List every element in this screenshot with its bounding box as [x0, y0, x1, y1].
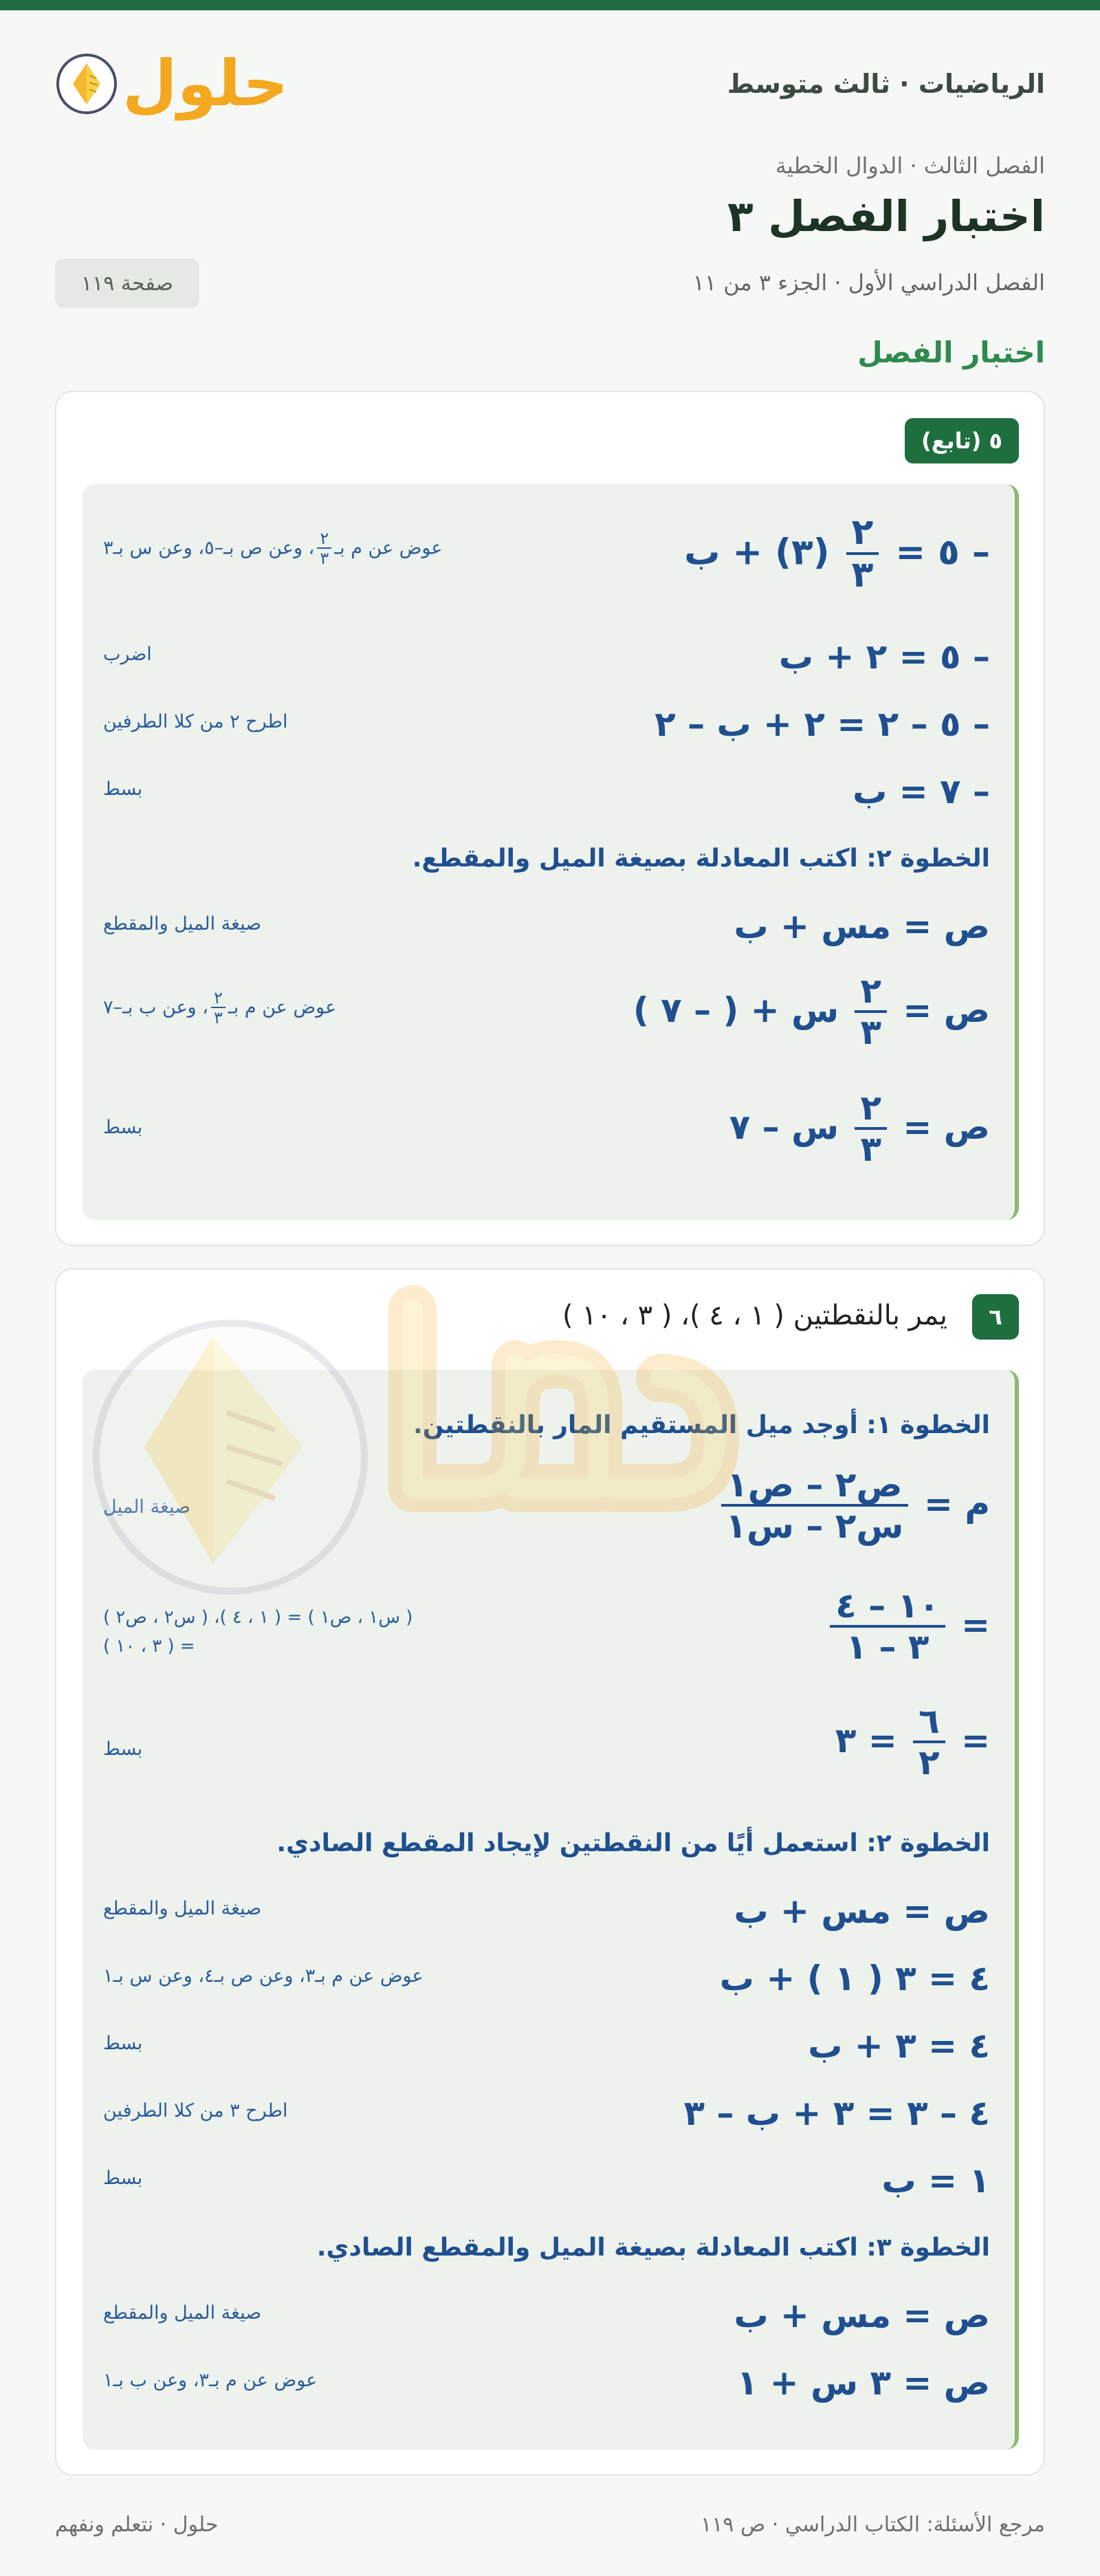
step-heading: الخطوة ١: أوجد ميل المستقيم المار بالنقطتين. — [413, 1411, 990, 1439]
solution-row — [82, 1587, 1015, 1677]
step-note: صيغة الميل والمقطع — [103, 913, 262, 935]
step-heading: الخطوة ٢: استعمل أيًا من النقطتين لإيجاد المقطع الصادي. — [276, 1829, 990, 1857]
math-expression: – ٧ = ب — [852, 772, 990, 811]
logo-text: حلول — [122, 47, 289, 120]
question-card-6 — [55, 1268, 1045, 2476]
solution-row — [82, 1703, 1015, 1792]
solution-row — [82, 1466, 1015, 1556]
footer-reference: مرجع الأسئلة: الكتاب الدراسي · ص ١١٩ — [701, 2513, 1045, 2537]
math-expression: ص = مس + ب — [734, 906, 990, 946]
step-note: بسط — [103, 1117, 143, 1138]
step-note: اطرح ٣ من كلا الطرفين — [103, 2100, 288, 2121]
site-title: الرياضيات · ثالث متوسط — [727, 69, 1045, 99]
question-text: يمر بالنقطتين ( ١ ، ٤ )، ( ٣ ، ١٠ ) — [562, 1300, 947, 1331]
header — [55, 43, 1045, 125]
step-note: عوض عن م بـ٣، وعن ص بـ٤، وعن س بـ١ — [103, 1965, 424, 1987]
question-badge: ٦ — [972, 1294, 1019, 1340]
math-expression: ٤ = ٣ ( ١ ) + ب — [719, 1958, 990, 1998]
question-card-5 — [55, 391, 1045, 1246]
math-expression: = $\frac{٦}{٢}$ = ٣ — [835, 1701, 990, 1782]
solution-row — [82, 972, 1015, 1055]
math-expression: م = $\frac{\text{ص٢ – ص١}}{\text{س٢ – س١}}$ — [717, 1466, 990, 1547]
math-expression: ٤ – ٣ = ٣ + ب – ٣ — [683, 2093, 990, 2133]
math-expression: ص = مس + ب — [734, 2295, 990, 2335]
step-note: بسط — [103, 778, 143, 800]
math-expression: ص = $\frac{٢}{٣}$ س + ( – ٧ ) — [632, 971, 990, 1052]
solution-row — [82, 1089, 1015, 1172]
step-note: عوض عن م بـ٣، وعن ب بـ١ — [103, 2370, 318, 2391]
step-note: عوض عن م بـ ٢ ٣ ، وعن ص بـ–٥، وعن س بـ٣ — [103, 529, 443, 569]
page-number-badge: صفحة ١١٩ — [55, 259, 199, 308]
math-expression: ص = $\frac{٢}{٣}$ س – ٧ — [729, 1088, 990, 1169]
question-badge: ٥ (تابع) — [905, 418, 1019, 463]
subtitle: الفصل الدراسي الأول · الجزء ٣ من ١١ — [692, 270, 1045, 296]
step-heading: الخطوة ٢: اكتب المعادلة بصيغة الميل والمقطع. — [412, 844, 990, 873]
step-note: بسط — [103, 2168, 143, 2189]
math-expression: ٤ = ٣ + ب — [808, 2026, 990, 2066]
page-title: اختبار الفصل ٣ — [727, 191, 1045, 241]
math-expression: – ٥ – ٢ = ٢ + ب – ٢ — [654, 704, 990, 744]
solution-row — [82, 512, 1015, 596]
solution-panel — [82, 484, 1019, 1220]
footer-brand: حلول · نتعلم ونفهم — [55, 2513, 219, 2537]
math-expression: = $\frac{١٠ - ٤}{٣ - ١}$ — [826, 1587, 990, 1668]
math-expression: ص = مس + ب — [734, 1891, 990, 1931]
step-note: صيغة الميل — [103, 1496, 191, 1518]
top-accent-bar — [0, 0, 1100, 10]
step-note: صيغة الميل والمقطع — [103, 1898, 262, 1919]
step-note: ( س١ ، ص١ ) = ( ١ ، ٤ )، ( س٢ ، ص٢ ) = ( ٣ ، ١٠ ) — [103, 1607, 413, 1657]
math-expression: – ٥ = ٢ + ب — [778, 637, 990, 677]
section-heading: اختبار الفصل — [857, 336, 1045, 369]
logo-book-icon — [55, 52, 118, 116]
math-expression: ١ = ب — [881, 2161, 990, 2201]
step-note: اضرب — [103, 644, 152, 665]
math-expression: ص = ٣ س + ١ — [736, 2363, 990, 2403]
step-note: عوض عن م بـ ٢ ٣ ، وعن ب بـ–٧ — [103, 988, 337, 1028]
logo[interactable] — [55, 47, 289, 120]
step-heading: الخطوة ٣: اكتب المعادلة بصيغة الميل والمقطع الصادي. — [316, 2234, 990, 2262]
solution-panel — [82, 1370, 1019, 2449]
step-note: صيغة الميل والمقطع — [103, 2302, 262, 2324]
step-note: بسط — [103, 2033, 143, 2054]
math-expression: – ٥ = $\frac{٢}{٣}$ (٣) + ب — [684, 512, 990, 596]
chapter-label: الفصل الثالث · الدوال الخطية — [775, 153, 1045, 179]
step-note: بسط — [103, 1738, 143, 1760]
step-note: اطرح ٢ من كلا الطرفين — [103, 711, 288, 732]
